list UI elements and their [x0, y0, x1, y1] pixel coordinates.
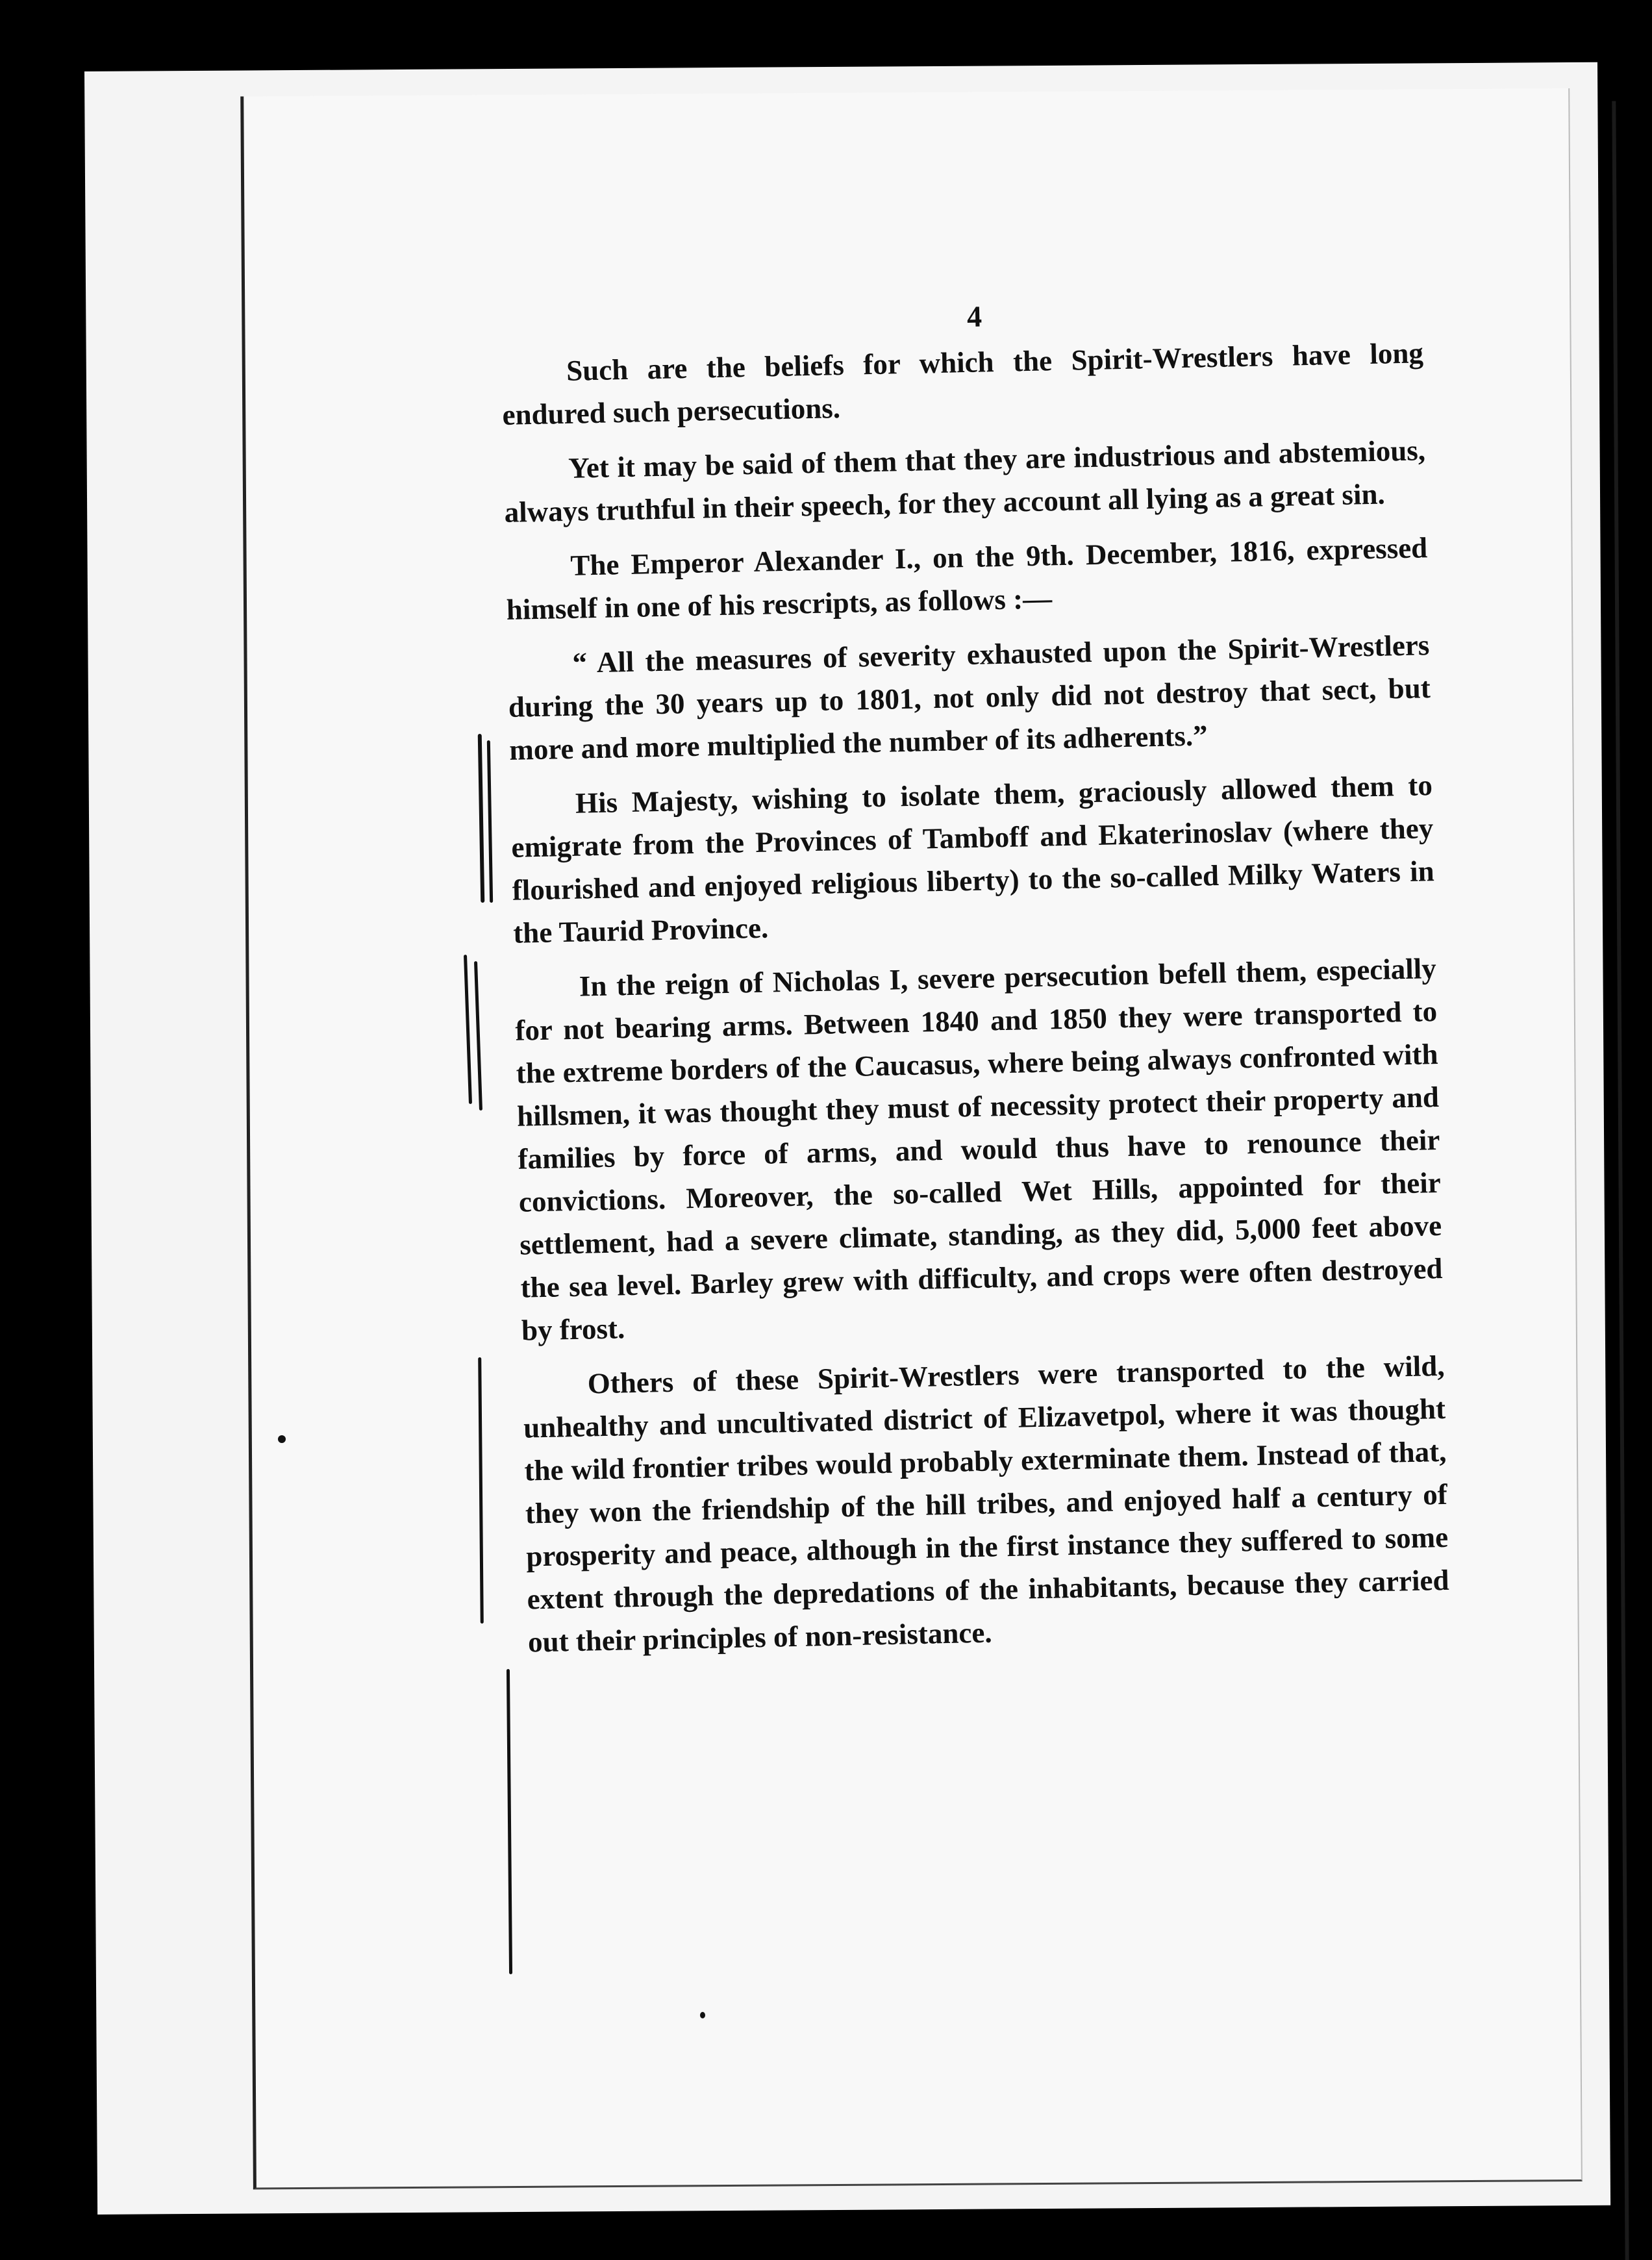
paragraph: Others of these Spirit-Wrestlers were transported to the wild, unhealthy and uncultivated district of Elizavetpol, where it was thought the wild frontier tribes would probably exterminate them. Instead of that, they won the friendship of the hill tribes, and enjoyed half a century of prosperity and peace, although in the first instance they suffered to some extent through the depredations of the inhabitants, because they carried out their principles of non-resistance.	[523, 1349, 1449, 1659]
paragraph: Yet it may be said of them that they are industrious and abstemious, always truthful in their speech, for they account all lying as a great sin.	[504, 434, 1426, 529]
quotation-paragraph: “ All the measures of severity exhausted upon the Spirit-Wrestlers during the 30 years up to 1801, not only did not destroy that sect, but more and more multiplied the number of its adherents.”	[508, 629, 1431, 766]
margin-dot-2	[700, 2012, 705, 2018]
margin-dot-1	[278, 1435, 286, 1443]
page-number: 4	[966, 299, 982, 333]
paragraph: Such are the beliefs for which the Spirit-Wrestlers have long endured such persecutions.	[502, 336, 1424, 431]
paragraph: In the reign of Nicholas I, severe persecution befell them, especially for not bearing arms. Between 1840 and 1850 they were transported to the extreme borders of the Caucasus, where being always confronted with hillsmen, it was thought they must of necessity protect their property and families by force of arms, and would thus have to renounce their convictions. Moreover, the so-called Wet Hills, appointed for their settlement, had a severe climate, standing, as they did, 5,000 feet above the sea level. Barley grew with difficulty, and crops were often destroyed by frost.	[514, 952, 1443, 1347]
paragraph: His Majesty, wishing to isolate them, graciously allowed them to emigrate from the Provinces of Tamboff and Ekaterinoslav (where they flourished and enjoyed religious liberty) to the so-called Milky Waters in the Taurid Province.	[510, 769, 1435, 949]
paragraph: The Emperor Alexander I., on the 9th. December, 1816, expressed himself in one of his rescripts, as follows :—	[506, 531, 1428, 626]
scan-border-right	[1604, 0, 1652, 2260]
page-text	[500, 286, 1451, 1675]
